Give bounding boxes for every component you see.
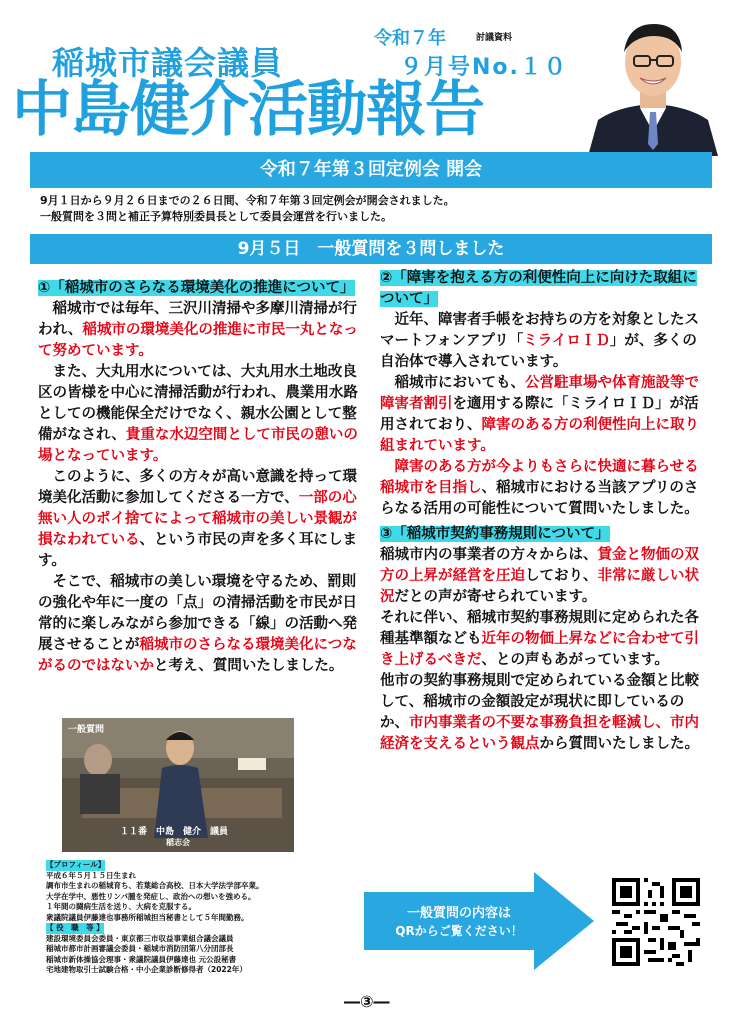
profile-line: 平成６年５月１５日生まれ [46,870,136,880]
profile-line: 大学在学中、悪性リンパ腫を発症し、政治への想いを強める。 [46,891,256,901]
q3-text: から質問いたしました。 [539,736,699,752]
q3-text: それに伴い、稲城市契約事務規則に定められた各種基準額なども [380,610,699,647]
q3-emphasis: 市内事業者の不要な事務負担を軽減し、市内経済を支えるという観点 [380,715,699,752]
question-2-heading: ②「障害を抱える方の利便性向上に向けた取組について」 [380,270,697,307]
q1-text: 、という市民の声を多く耳にします。 [38,532,357,569]
question-1 [38,278,358,677]
q1-text: このように、多くの方々が高い意識を持って環境美化活動に参加してくださる一方で、 [38,469,357,506]
photo-caption-org: 稲志会 [166,838,190,847]
issue-year: 令和７年 [374,28,446,49]
role-line: 稲城市都市計画審議会委員・稲城市消防団第八分団部長 [46,944,234,953]
q3-text: 、との声もあがっています。 [481,652,669,668]
q1-emphasis: 貴重な水辺空間として市民の憩いの場となっています。 [38,427,358,464]
q2-emphasis: 公営駐車場や体育施設等で障害者割引 [380,375,699,412]
council-photo [62,718,294,852]
subtitle-council-member: 稲城市議会議員 [52,44,284,82]
question-1-heading: ①「稲城市のさらなる環境美化の推進について」 [38,280,355,296]
intro-line: 一般質問を３問と補正予算特別委員長として委員会運営を行いました。 [40,210,392,223]
roles-heading: 【 役 職 等 】 [46,923,104,932]
questions-banner: 9月５日 一般質問を３問しました [30,234,712,264]
qr-code[interactable] [612,878,700,966]
profile-line: １年間の闘病生活を送り、大病を克服する。 [46,902,196,911]
q1-text: と考え、質問いたしました。 [154,658,344,674]
profile-section [46,860,356,976]
questions-2-3 [380,268,706,755]
role-line: 稲城市新体操協会理事・衆議院議員伊藤達也 元公設秘書 [46,954,237,964]
q1-emphasis: 稲城市のさらなる環境美化につながるのではないか [38,637,357,674]
profile-line: 調布市生まれの稲城育ち、若葉総合高校、日本大学法学部卒業。 [46,881,264,890]
photo-caption-seat: １１番 中島 健介 議員 [120,827,229,837]
profile-line: 衆議院議員伊藤達也事務所稲城担当秘書として５年間勤務。 [46,912,249,922]
cta-line-1: 一般質問の内容は [406,906,511,921]
q2-text: を適用する際に「ミライロＩＤ」が活用されており、 [380,396,699,433]
q3-text: 稲城市内の事業者の方々からは、 [380,547,598,563]
q3-emphasis: 近年の物価上昇などに合わせて引き上げるべきだ [380,631,699,668]
page-title: 中島健介活動報告 [12,75,484,145]
q3-text: だとの声が寄せられています。 [394,589,597,605]
q3-emphasis: 賃金と物価の双方の上昇が経営を圧迫 [380,547,699,584]
q2-text: 、稲城市における当該アプリのさらなる活用の可能性について質問いたしました。 [380,480,699,517]
q3-emphasis: 非常に厳しい状況 [380,568,699,605]
q1-emphasis: 一部の心無い人のポイ捨てによって稲城市の美しい景観が損なわれている [38,490,357,548]
q2-text: 」が、多くの自治体で導入されています。 [380,333,697,370]
q1-text: また、大丸用水については、大丸用水土地改良区の皆様を中心に清掃活動が行われ、農業用水路としての機能保全だけでなく、親水公園として整備がなされ、 [38,364,358,443]
profile-heading: 【プロフィール】 [46,860,106,869]
page-number: ―③― [344,992,390,1011]
q2-emphasis: 障害のある方の利便性向上に取り組まれています。 [380,417,699,454]
q3-text: しており、 [525,568,598,584]
q2-text: 近年、障害者手帳をお持ちの方を対象としたスマートフォンアプリ「 [380,312,699,349]
q2-text: 稲城市においても、 [380,375,525,391]
intro-line: 9月１日から９月２６日までの２６日間、令和７年第３回定例会が開会されました。 [40,194,455,207]
portrait-photo [578,8,728,156]
question-3-heading: ③「稲城市契約事務規則について」 [380,526,610,542]
qr-callout-arrow [364,872,594,970]
issue-number: ９月号No.１０ [400,55,568,80]
session-banner: 令和７年第３回定例会 開会 [30,152,712,188]
q1-text: そこで、稲城市の美しい環境を守るため、罰則の強化や年に一度の「点」の清掃活動を市民が日常的に楽しみながら参加できる「線」の活動へ発展させることが [38,574,357,653]
role-line: 宅地建物取引士試験合格・中小企業診断修得者（2022年） [46,965,247,974]
cta-line-2: QRからご覧ください！ [395,924,523,938]
q2-emphasis: 障害のある方が今よりもさらに快適に暮らせる稲城市を目指し [380,459,699,496]
discussion-material-tag: 討議資料 [476,33,513,43]
q2-emphasis: ミライロＩＤ [523,333,610,349]
q1-text: 稲城市では毎年、三沢川清掃や多摩川清掃が行われ、 [38,301,357,338]
photo-corner-label: 一般質問 [68,725,105,735]
intro-text [40,193,455,225]
q1-emphasis: 稲城市の環境美化の推進に市民一丸となって努めています。 [38,322,358,359]
q3-text: 他市の契約事務規則で定められている金額と比較して、稲城市の金額設定が現状に即しているのか、 [380,673,699,731]
role-line: 建設環境委員会委員・東京都三市収益事業組合議会議員 [46,933,234,943]
